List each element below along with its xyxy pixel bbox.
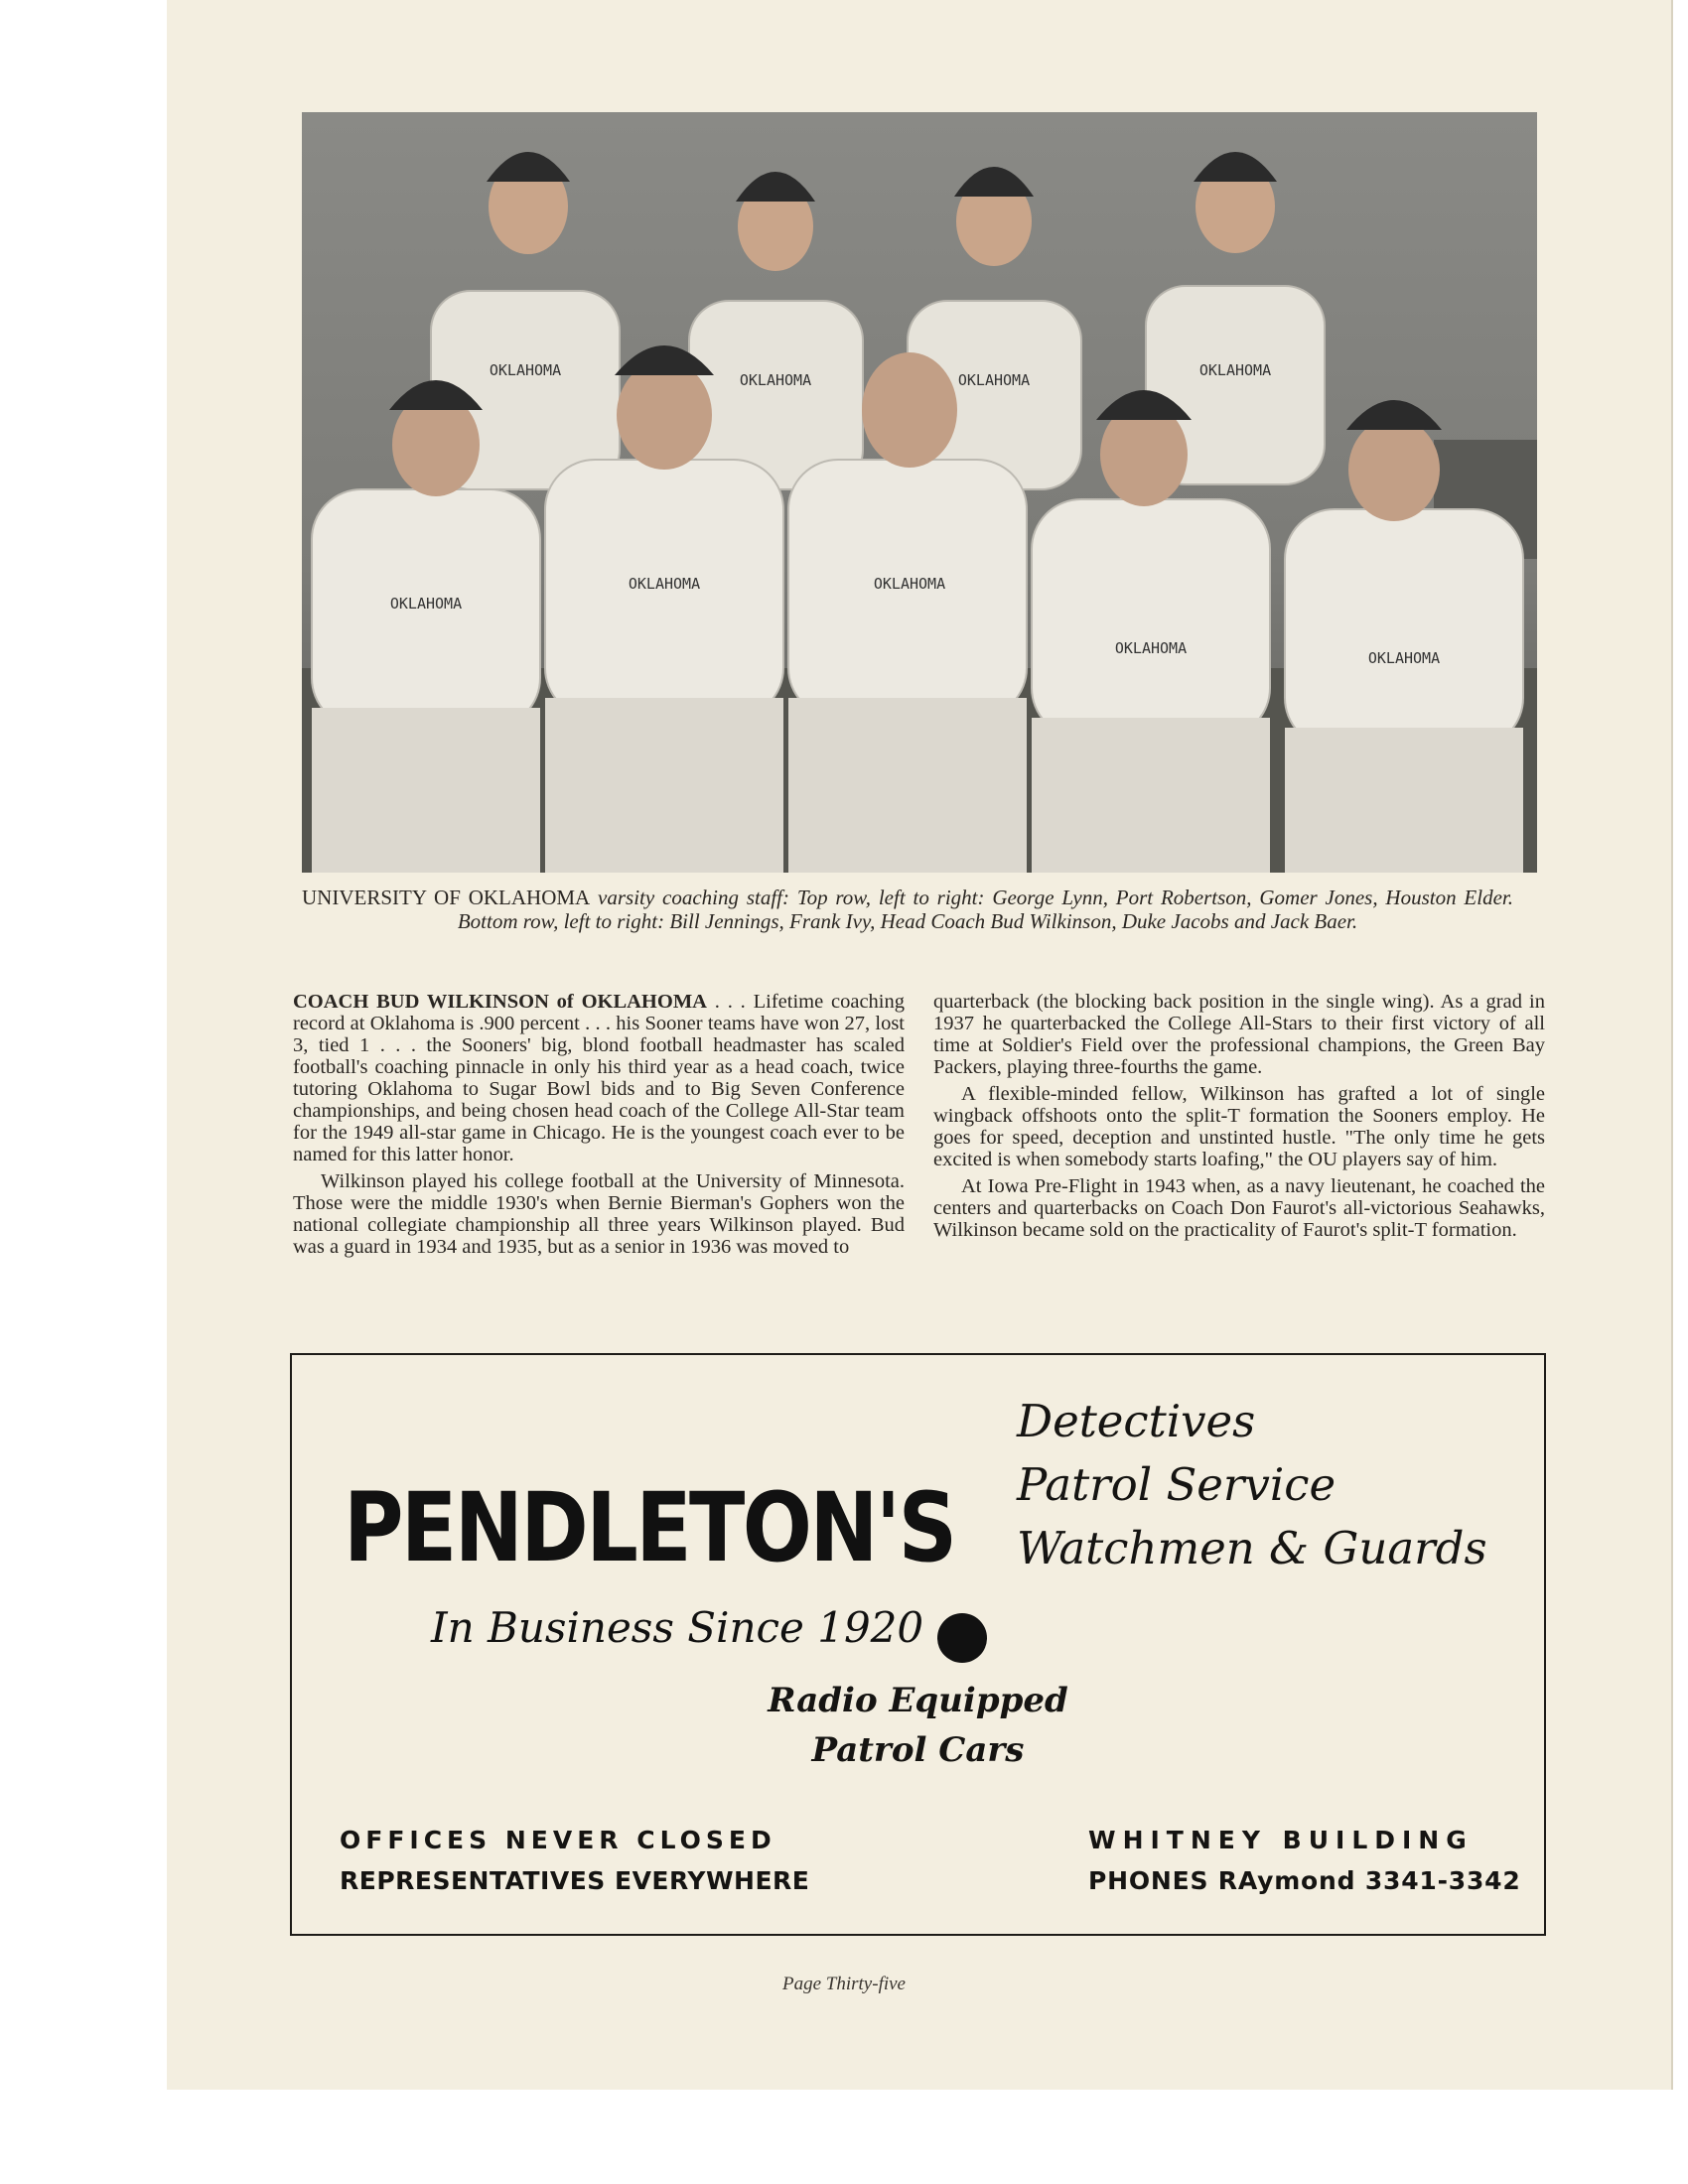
ad-radio-line-1: Radio Equipped bbox=[768, 1681, 1068, 1720]
ad-footer-phones: PHONES RAymond 3341-3342 bbox=[1088, 1866, 1521, 1895]
svg-text:OKLAHOMA: OKLAHOMA bbox=[1114, 639, 1188, 657]
ad-brand-name: PENDLETON'S bbox=[344, 1472, 955, 1583]
article-paragraph: At Iowa Pre-Flight in 1943 when, as a navy lieutenant, he coached the centers and quarterbacks on Coach Don Faurot's all-victorious Seahawks, Wilkinson became sold on the practicality of Faurot's split-T formation. bbox=[933, 1175, 1545, 1241]
article-column-left bbox=[293, 991, 905, 1263]
pendletons-advertisement bbox=[290, 1353, 1546, 1936]
svg-text:OKLAHOMA: OKLAHOMA bbox=[1367, 649, 1441, 667]
ad-since-line: In Business Since 1920 bbox=[431, 1603, 924, 1652]
svg-text:OKLAHOMA: OKLAHOMA bbox=[489, 361, 562, 379]
coaching-staff-photo bbox=[302, 112, 1537, 873]
article-paragraph: quarterback (the blocking back position in the single wing). As a grad in 1937 he quarterbacked the College All-Stars to their first victory of all time at Soldier's Field over the professional champions, the Green Bay Packers, playing three-fourths the game. bbox=[933, 991, 1545, 1078]
ad-service-detectives: Detectives bbox=[1017, 1395, 1256, 1447]
caption-text: varsity coaching staff: Top row, left to right: George Lynn, Port Robertson, Gomer Jones, Houston Elder. Bottom row, left to right: Bill Jennings, Frank Ivy, Head Coach Bud Wilkinson, Duke Jacobs and Jack Baer. bbox=[457, 886, 1513, 933]
ad-footer-representatives: REPRESENTATIVES EVERYWHERE bbox=[340, 1866, 810, 1895]
svg-text:OKLAHOMA: OKLAHOMA bbox=[389, 595, 463, 613]
bullet-dot-icon bbox=[937, 1613, 987, 1663]
ad-service-watchmen: Watchmen & Guards bbox=[1017, 1522, 1487, 1574]
svg-text:OKLAHOMA: OKLAHOMA bbox=[957, 371, 1031, 389]
ad-radio-line-2: Patrol Cars bbox=[811, 1730, 1025, 1770]
article-headline: COACH BUD WILKINSON of OKLAHOMA bbox=[293, 991, 707, 1013]
article-paragraph bbox=[293, 991, 905, 1165]
caption-lead: UNIVERSITY OF OKLAHOMA bbox=[302, 886, 591, 909]
article-column-right bbox=[933, 991, 1545, 1246]
article-paragraph: A flexible-minded fellow, Wilkinson has grafted a lot of single wingback offshoots onto the split-T formation the Sooners employ. He goes for speed, deception and unstinted hustle. "The only time he gets excited is when somebody starts loafing," the OU players say of him. bbox=[933, 1083, 1545, 1170]
page-number: Page Thirty-five bbox=[782, 1974, 906, 1994]
ad-service-patrol: Patrol Service bbox=[1017, 1458, 1336, 1511]
svg-text:OKLAHOMA: OKLAHOMA bbox=[1198, 361, 1272, 379]
ad-footer-building: WHITNEY BUILDING bbox=[1088, 1826, 1474, 1854]
svg-text:OKLAHOMA: OKLAHOMA bbox=[873, 575, 946, 593]
page-edge bbox=[1671, 0, 1673, 2090]
ad-footer-offices: OFFICES NEVER CLOSED bbox=[340, 1826, 776, 1854]
photo-caption bbox=[302, 886, 1513, 933]
article-text: . . . Lifetime coaching record at Oklahoma is .900 percent . . . his Sooner teams have won 27, lost 3, tied 1 . . . the Sooners' big, blond football headmaster has scaled football's coaching pinnacle in only his third year as a head coach, twice tutoring Oklahoma to Sugar Bowl bids and to Big Seven Conference championships, and being chosen head coach of the College All-Star team for the 1949 all-star game in Chicago. He is the youngest coach ever to be named for this latter honor. bbox=[293, 991, 905, 1165]
svg-text:OKLAHOMA: OKLAHOMA bbox=[628, 575, 701, 593]
svg-text:OKLAHOMA: OKLAHOMA bbox=[739, 371, 812, 389]
article-paragraph: Wilkinson played his college football at the University of Minnesota. Those were the middle 1930's when Bernie Bierman's Gophers won the national collegiate championship all three years Wilkinson played. Bud was a guard in 1934 and 1935, but as a senior in 1936 was moved to bbox=[293, 1170, 905, 1258]
team-photo-icon bbox=[302, 112, 1537, 873]
